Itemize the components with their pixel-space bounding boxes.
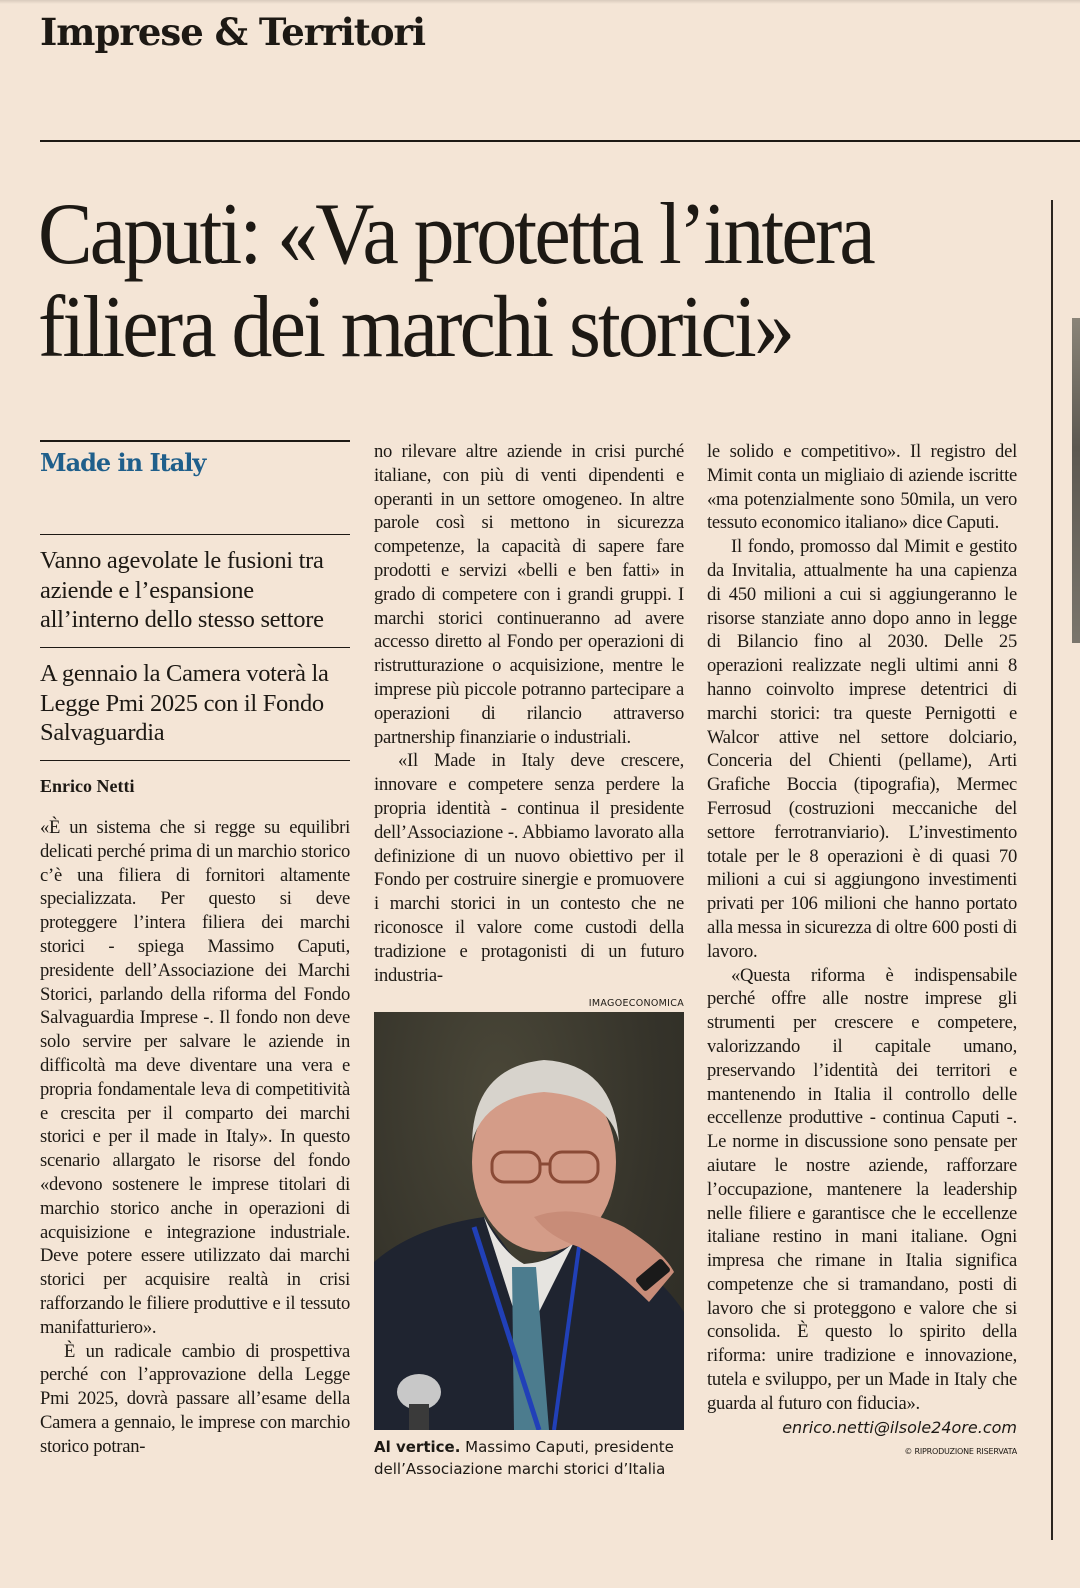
author-byline: Enrico Netti — [40, 776, 135, 796]
deck-rule — [40, 534, 350, 536]
deck-rule — [40, 647, 350, 649]
paragraph: «Il Made in Italy deve crescere, innovare e competere senza perdere la propria identità - continua il presidente dell’Associazione -. Abbiamo lavorato alla definizione di un nuovo obiettivo per il Fondo per costruire sinergie e promuovere i marchi storici in un contesto che ne riconosce il valore come custodi della tradizione e protagonisti di un futuro industria- — [374, 750, 684, 986]
column-divider — [1051, 200, 1053, 1540]
byline-rule — [40, 760, 350, 762]
deck-1: Vanno agevolate le fusioni tra aziende e l’espansione all’interno dello stesso settore — [40, 547, 324, 633]
column-middle — [374, 440, 684, 1480]
paragraph: no rilevare altre aziende in crisi purché italiane, con più di venti dipendenti e operanti in un settore omogeneo. In altre parole così si mettono in sicurezza competenze, la capacità di sapere fare prodotti e servizi «belli e ben fatti» in grado di competere con i grandi gruppi. I marchi storici continueranno ad avere accesso diretto al Fondo per operazioni di ristrutturazione o acquisizione, mentre le imprese più piccole potranno partecipare a operazioni di rilancio attraverso partnership finanziarie o industriali. — [374, 441, 684, 748]
paragraph: È un radicale cambio di prospettiva perché con l’approvazione della Legge Pmi 2025, dovrà passare all’esame della Camera a gennaio, le imprese con marchio storico potran- — [40, 1340, 350, 1457]
portrait-photo — [374, 1012, 684, 1430]
kicker-top-rule — [40, 440, 350, 442]
caption-lead: Al vertice. — [374, 1438, 461, 1457]
author-email-link[interactable]: enrico.netti@ilsole24ore.com — [782, 1417, 1017, 1437]
column-left — [40, 440, 350, 1459]
paragraph: le solido e competitivo». Il registro del Mimit conta un migliaio di aziende iscritte «ma potenzialmente sono 50mila, un vero tessuto economico italiano» dice Caputi. — [707, 441, 1017, 534]
neighbor-article-photo-fragment — [1072, 318, 1080, 643]
column-right — [707, 440, 1017, 1456]
portrait-illustration — [374, 1012, 684, 1430]
section-divider — [40, 140, 1080, 142]
article-body-col3 — [707, 440, 1017, 1416]
paragraph: Il fondo, promosso dal Mimit e gestito da Invitalia, attualmente ha una capienza di 450 milioni a cui si aggiungeranno le risorse stanziate anno dopo anno in legge di Bilancio fino al 2030. Delle 25 operazioni realizzate negli ultimi anni 8 hanno coinvolto imprese detentrici di marchi storici: tra queste Pernigotti e Walcor attive nel settore dolciario, Conceria del Chienti (pellame), Arti Grafiche Boccia (tipografia), Mermec Ferrosud (costruzioni meccaniche del settore ferrotranviario). L’investimento totale per le 8 operazioni è di quasi 70 milioni a cui si aggiungono investimenti privati per 106 milioni che hanno portato alla messa in sicurezza di oltre 600 posti di lavoro. — [707, 536, 1017, 962]
article-body-col2 — [374, 440, 684, 987]
photo-credit: IMAGOECONOMICA — [588, 998, 684, 1010]
top-edge-shadow — [0, 0, 1080, 4]
article-headline: Caputi: «Va protetta l’intera filiera dei marchi storici» — [38, 186, 873, 376]
copyright-notice: © RIPRODUZIONE RISERVATA — [904, 1446, 1017, 1456]
section-title: Imprese & Territori — [40, 10, 426, 54]
article-body-col1 — [40, 816, 350, 1459]
paragraph: «Questa riforma è indispensabile perché offre alle nostre imprese gli strumenti per crescere e competere, valorizzando il capitale umano, preservando l’identità dei territori e mantenendo in Italia il controllo delle eccellenze produttive - continua Caputi -. Le norme in discussione sono pensate per aiutare le nostre aziende, rafforzare l’occupazione, mantenere la leadership nelle filiere e garantisce che le eccellenze italiane restino in mani italiane. Ogni impresa che rimane in Italia significa competenze che si tramandano, posti di lavoro che si proteggono e valore che si consolida. È questo lo spirito della riforma: unire tradizione e innovazione, tutela e sviluppo, per un Made in Italy che guarda al futuro con fiducia». — [707, 964, 1017, 1414]
caption-text: Massimo Caputi, presidente dell’Associazione marchi storici d’Italia — [374, 1438, 674, 1479]
deck-2: A gennaio la Camera voterà la Legge Pmi 2025 con il Fondo Salvaguardia — [40, 660, 329, 746]
photo-caption — [374, 1436, 684, 1480]
paragraph: «È un sistema che si regge su equilibri delicati perché prima di un marchio storico c’è una filiera di fornitori altamente specializzata. Per questo si deve proteggere l’intera filiera dei marchi storici - spiega Massimo Caputi, presidente dell’Associazione dei Marchi Storici, parlando della riforma del Fondo Salvaguardia Imprese -. Il fondo non deve solo servire per salvare le aziende in difficoltà ma deve diventare una vera e propria fondamentale leva di competitività e crescita per il comparto dei marchi storici e per il made in Italy». In questo scenario allargato le risorse del fondo «devono sostenere le imprese titolari di marchio storico anche in operazioni di acquisizione e integrazione industriale. Deve potere essere utilizzato dai marchi storici per acquisire realtà in crisi rafforzando le filiere produttive e il tessuto manifatturiero». — [40, 817, 350, 1338]
kicker-label: Made in Italy — [40, 447, 206, 477]
